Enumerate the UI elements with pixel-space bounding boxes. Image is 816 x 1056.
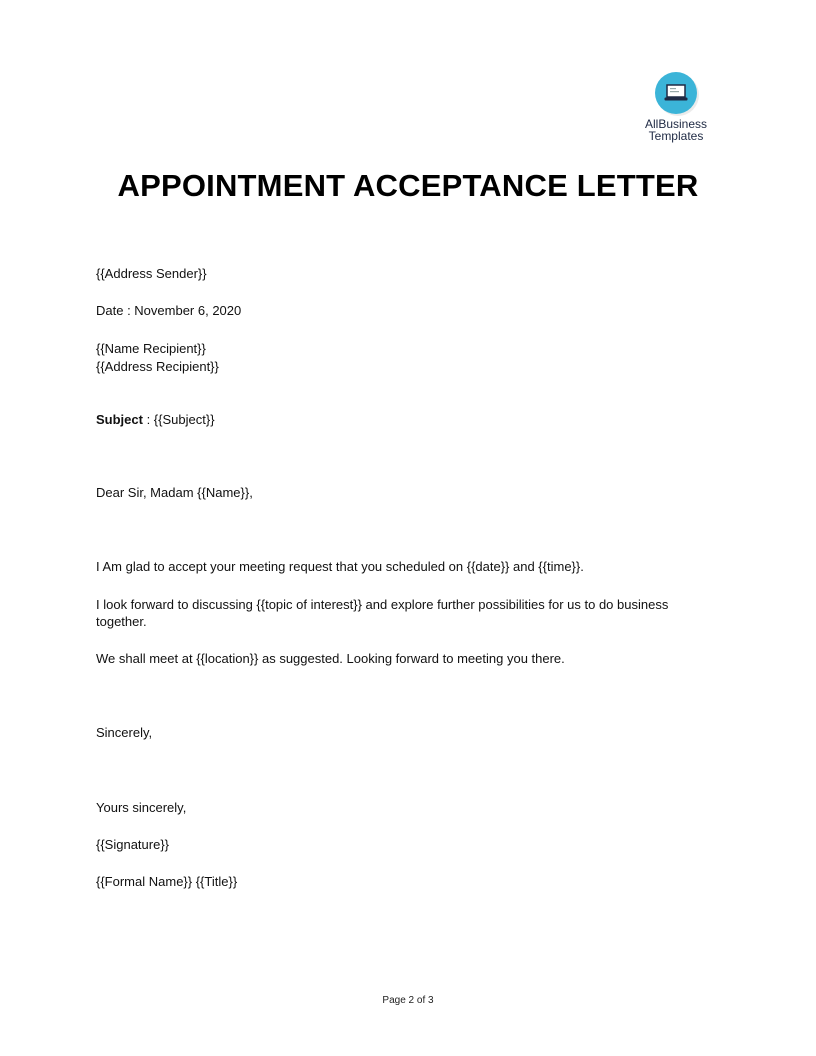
brand-logo bbox=[636, 72, 716, 142]
name-recipient: {{Name Recipient}} bbox=[96, 341, 206, 356]
logo-line-2: Templates bbox=[648, 129, 704, 143]
logo-text bbox=[636, 118, 716, 142]
page-title: APPOINTMENT ACCEPTANCE LETTER bbox=[117, 168, 699, 203]
address-recipient: {{Address Recipient}} bbox=[96, 359, 219, 374]
laptop-icon bbox=[664, 83, 688, 103]
letter-date: Date : November 6, 2020 bbox=[96, 303, 242, 318]
paragraph-1: I Am glad to accept your meeting request that you scheduled on {{date}} and {{time}}. bbox=[96, 559, 584, 574]
subject-value: : {{Subject}} bbox=[142, 412, 215, 427]
closing-sincerely: Sincerely, bbox=[96, 725, 153, 740]
subject-label: Subject bbox=[96, 412, 143, 427]
closing-yours-sincerely: Yours sincerely, bbox=[96, 800, 187, 815]
paragraph-2: I look forward to discussing {{topic of interest}} and explore further possibilities for us to do business together. bbox=[96, 597, 669, 629]
address-sender: {{Address Sender}} bbox=[96, 266, 207, 281]
logo-badge bbox=[655, 72, 697, 114]
paragraph-3: We shall meet at {{location}} as suggested. Looking forward to meeting you there. bbox=[96, 651, 565, 666]
page-number: Page 2 of 3 bbox=[382, 995, 434, 1006]
formal-name-title: {{Formal Name}} {{Title}} bbox=[96, 874, 238, 889]
salutation: Dear Sir, Madam {{Name}}, bbox=[96, 485, 253, 500]
signature: {{Signature}} bbox=[96, 837, 170, 852]
logo-line-1: AllBusiness bbox=[644, 117, 708, 131]
subject-line bbox=[96, 412, 215, 427]
